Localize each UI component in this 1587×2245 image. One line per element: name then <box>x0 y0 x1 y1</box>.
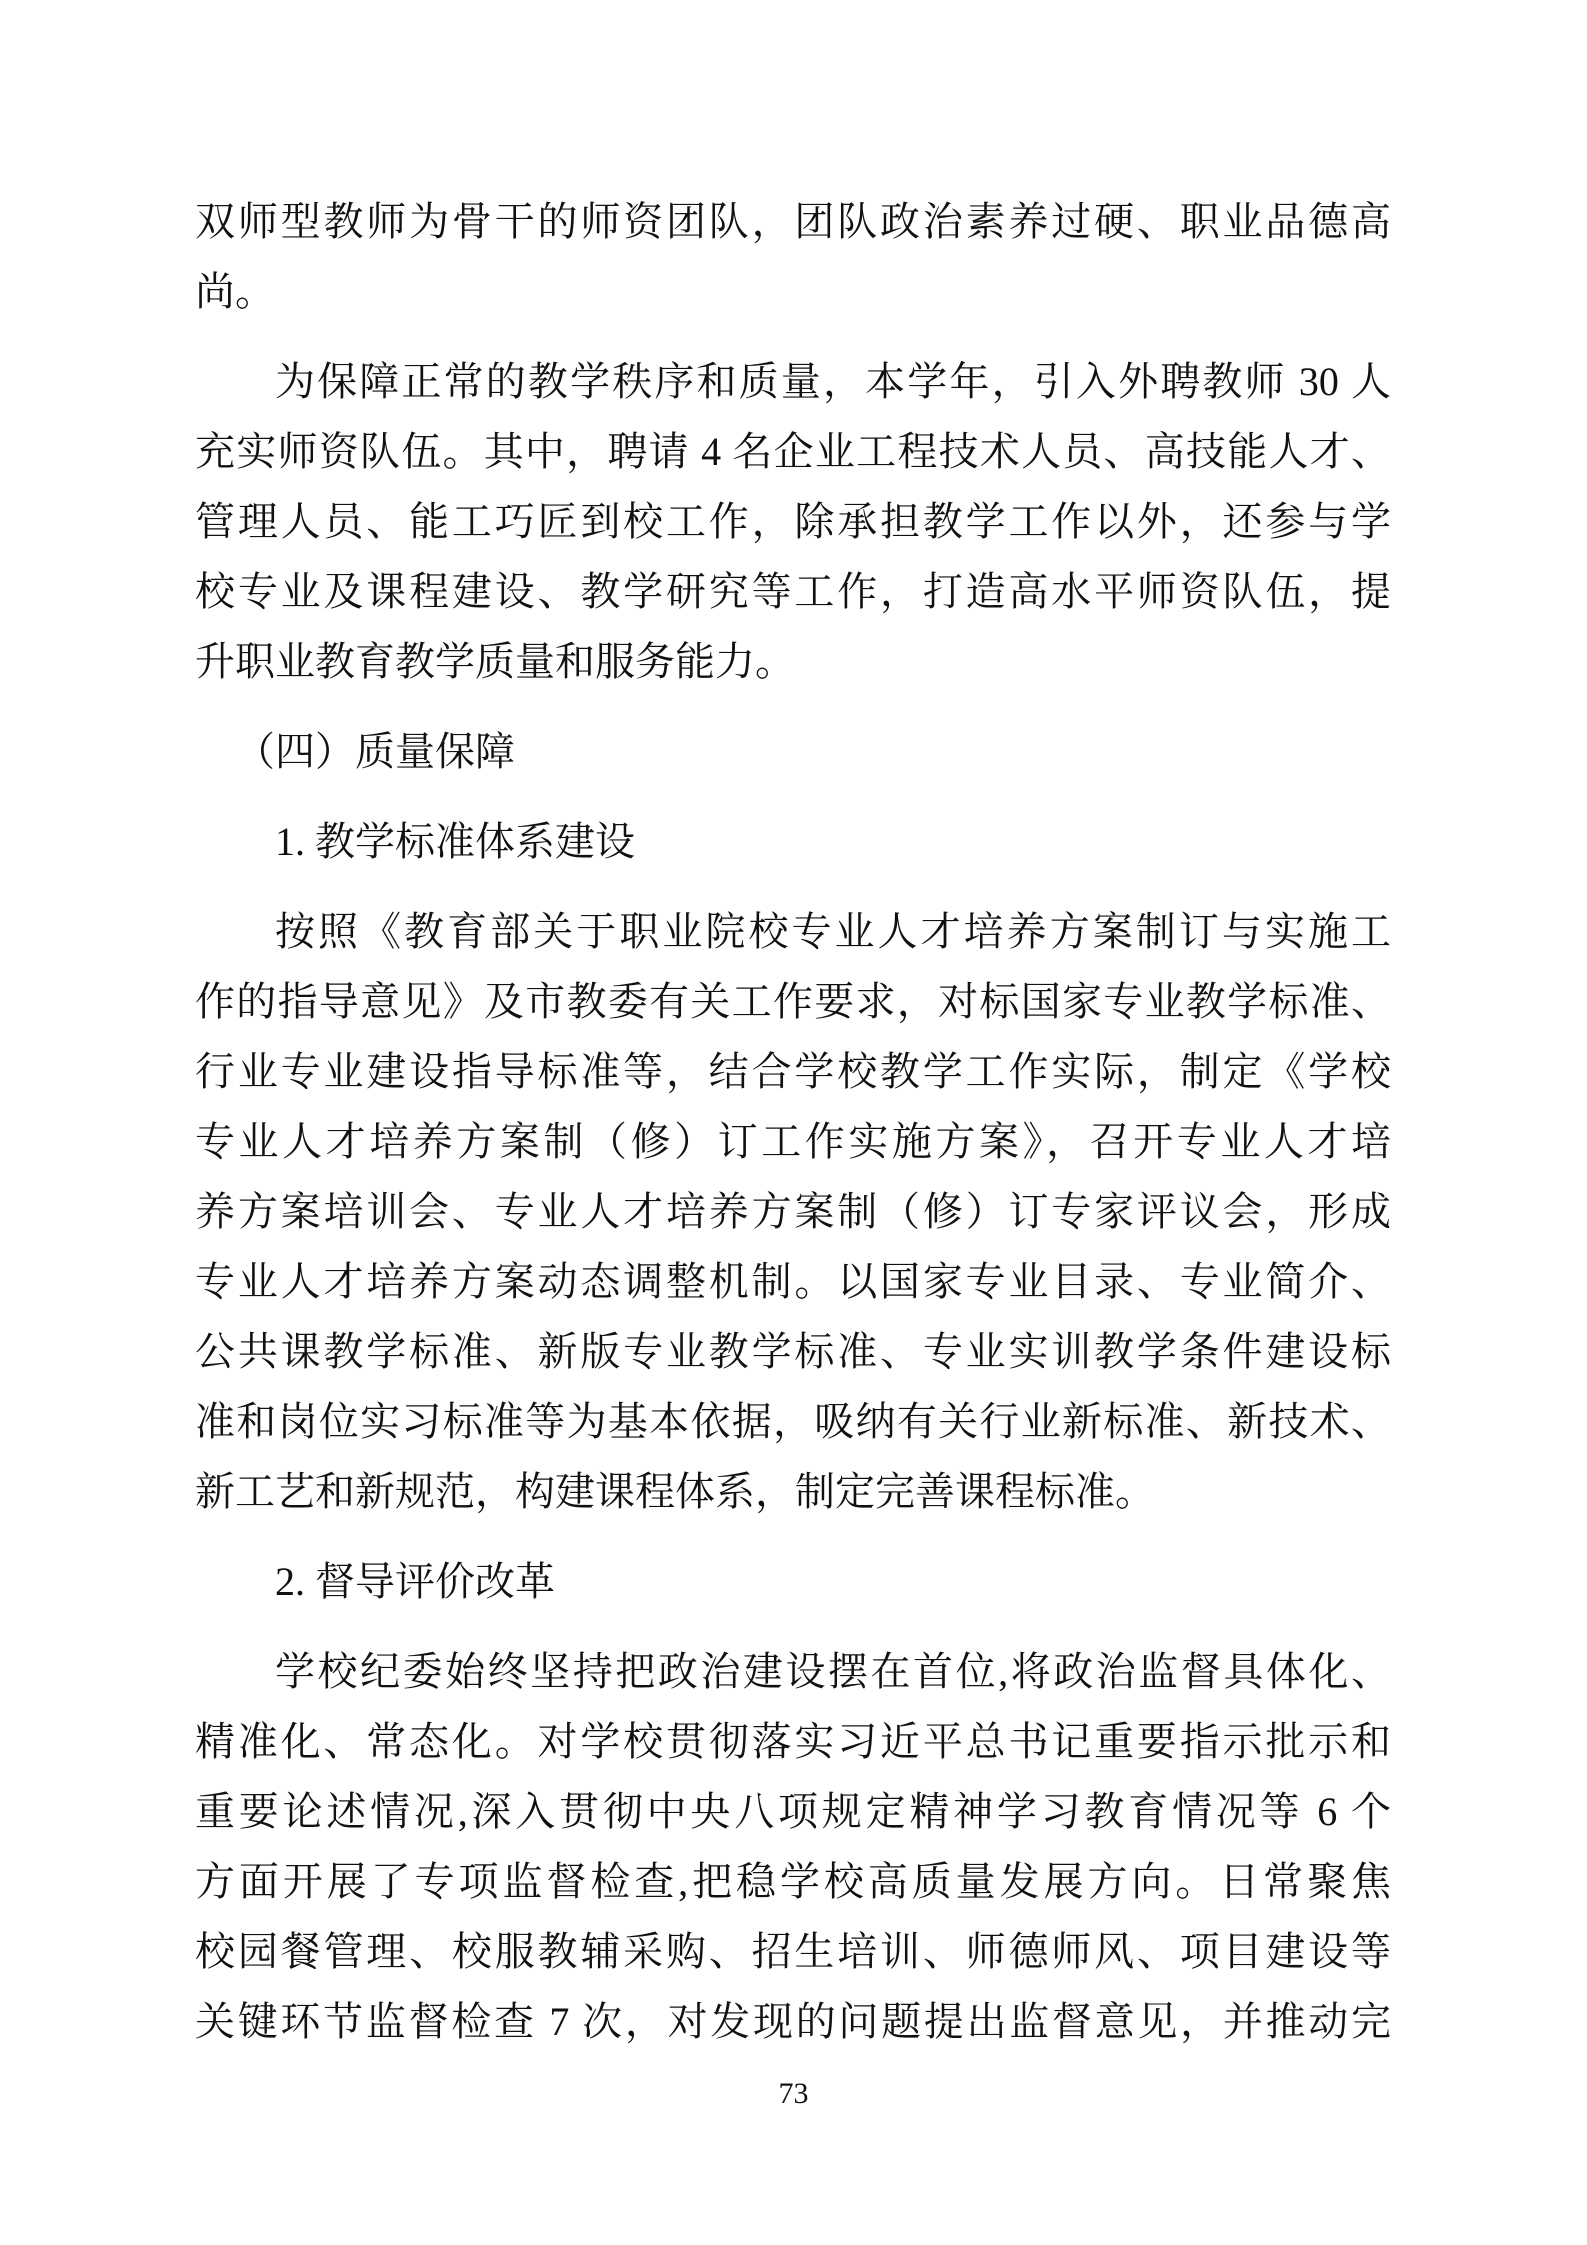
text-line: 1. 教学标准体系建设 <box>275 819 635 864</box>
text-line: 作的指导意见》及市教委有关工作要求，对标国家专业教学标准、 <box>195 979 1391 1024</box>
document-body <box>195 187 1391 2057</box>
text-line: 方面开展了专项监督检查,把稳学校高质量发展方向。日常聚焦 <box>195 1859 1391 1904</box>
paragraph <box>195 187 1391 327</box>
page-number: 73 <box>778 2077 809 2110</box>
text-line: 行业专业建设指导标准等，结合学校教学工作实际，制定《学校 <box>195 1049 1391 1094</box>
text-line: 双师型教师为骨干的师资团队，团队政治素养过硬、职业品德高 <box>195 199 1391 244</box>
text-line: 养方案培训会、专业人才培养方案制（修）订专家评议会，形成 <box>195 1189 1391 1234</box>
text-line: 校园餐管理、校服教辅采购、招生培训、师德师风、项目建设等 <box>195 1929 1391 1974</box>
paragraph <box>195 347 1391 697</box>
text-line: 准和岗位实习标准等为基本依据，吸纳有关行业新标准、新技术、 <box>195 1399 1391 1444</box>
paragraph <box>195 1637 1391 2057</box>
text-line: 学校纪委始终坚持把政治建设摆在首位,将政治监督具体化、 <box>275 1649 1391 1694</box>
text-line: 重要论述情况,深入贯彻中央八项规定精神学习教育情况等 6 个 <box>195 1789 1391 1834</box>
text-line: 公共课教学标准、新版专业教学标准、专业实训教学条件建设标 <box>195 1329 1391 1374</box>
text-line: 关键环节监督检查 7 次，对发现的问题提出监督意见，并推动完 <box>195 1999 1391 2044</box>
text-line: （四）质量保障 <box>235 729 515 774</box>
paragraph <box>195 717 1391 787</box>
text-line: 精准化、常态化。对学校贯彻落实习近平总书记重要指示批示和 <box>195 1719 1391 1764</box>
paragraph <box>195 897 1391 1527</box>
text-line: 新工艺和新规范，构建课程体系，制定完善课程标准。 <box>195 1469 1155 1514</box>
text-line: 专业人才培养方案动态调整机制。以国家专业目录、专业简介、 <box>195 1259 1391 1304</box>
text-line: 充实师资队伍。其中，聘请 4 名企业工程技术人员、高技能人才、 <box>195 429 1391 474</box>
text-line: 尚。 <box>195 269 275 314</box>
text-line: 升职业教育教学质量和服务能力。 <box>195 639 795 684</box>
paragraph <box>195 807 1391 877</box>
text-line: 校专业及课程建设、教学研究等工作，打造高水平师资队伍，提 <box>195 569 1391 614</box>
text-line: 2. 督导评价改革 <box>275 1559 555 1604</box>
text-line: 专业人才培养方案制（修）订工作实施方案》，召开专业人才培 <box>195 1119 1391 1164</box>
paragraph <box>195 1547 1391 1617</box>
text-line: 按照《教育部关于职业院校专业人才培养方案制订与实施工 <box>275 909 1391 954</box>
text-line: 管理人员、能工巧匠到校工作，除承担教学工作以外，还参与学 <box>195 499 1391 544</box>
text-line: 为保障正常的教学秩序和质量，本学年，引入外聘教师 30 人 <box>275 359 1391 404</box>
